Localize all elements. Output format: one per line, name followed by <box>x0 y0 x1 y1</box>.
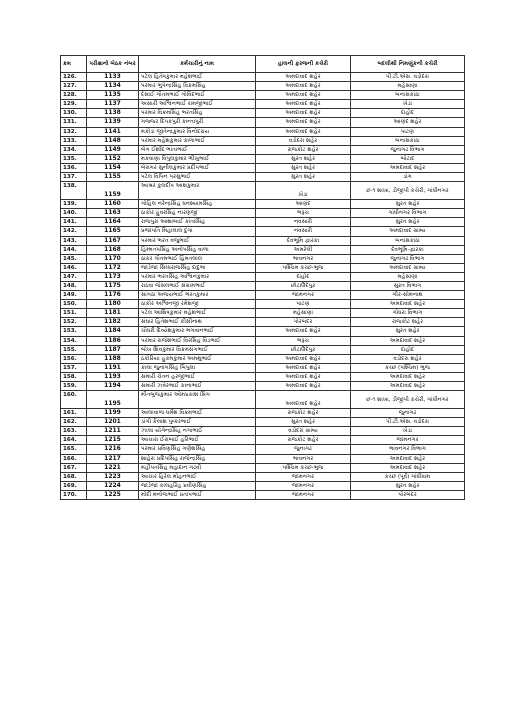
cell-seat-number: 1152 <box>87 154 139 163</box>
cell-seat-number: 1163 <box>87 209 139 218</box>
cell-seat-number: 1172 <box>87 263 139 272</box>
table-row <box>61 200 465 209</box>
cell-serial: 154. <box>61 336 87 345</box>
table-row <box>61 118 465 127</box>
cell-new-office: બનાસકાંઠા <box>351 236 465 245</box>
cell-employee-name: મકવાણા વિપુલકુમાર ભીખુભાઈ <box>139 154 256 163</box>
table-row <box>61 382 465 391</box>
cell-serial: 139. <box>61 200 87 209</box>
cell-current-office: પશ્ચિમ કચ્છ-ભુજ <box>256 263 351 272</box>
cell-current-office: અમદાવાદ શહેર <box>256 91 351 100</box>
cell-current-office: ભાવનગર <box>256 454 351 463</box>
cell-employee-name: હિમ્મતપસિંહ અનોપસિંહ વાળા <box>139 245 256 254</box>
cell-current-office: અમદાવાદ શહેર <box>256 382 351 391</box>
cell-new-office: આણંદ શહેર <box>351 118 465 127</box>
cell-serial: 161. <box>61 409 87 418</box>
table-row <box>61 218 465 227</box>
table-row <box>61 127 465 136</box>
cell-current-office: ભરૂચ <box>256 209 351 218</box>
cell-seat-number: 1134 <box>87 82 139 91</box>
cell-employee-name: સંઘાર હિતેશભાઈ કીસીનાથ <box>139 318 256 327</box>
cell-new-office: સુરત શહેર <box>351 200 465 209</box>
cell-serial: 128. <box>61 91 87 100</box>
cell-seat-number: 1135 <box>87 91 139 100</box>
cell-current-office: પાટણ <box>256 300 351 309</box>
table-row <box>61 391 465 409</box>
table-row <box>61 354 465 363</box>
table-row <box>61 436 465 445</box>
cell-new-office: બનાસકાંઠા <box>351 136 465 145</box>
cell-seat-number: 1216 <box>87 445 139 454</box>
transfer-table <box>60 55 465 500</box>
cell-new-office: જુનાગઢ વિભાગ <box>351 254 465 263</box>
cell-current-office: ભાવનગર <box>256 254 351 263</box>
cell-new-office: અમદાવાદ શહેર <box>351 336 465 345</box>
table-row <box>61 209 465 218</box>
cell-serial: 169. <box>61 481 87 490</box>
table-row <box>61 327 465 336</box>
cell-new-office: અમદાવાદ ગ્રામ્ય <box>351 263 465 272</box>
cell-serial: 168. <box>61 472 87 481</box>
cell-serial: 151. <box>61 309 87 318</box>
cell-new-office: ખેડા <box>351 100 465 109</box>
cell-serial: 142. <box>61 227 87 236</box>
cell-employee-name: પરમાર ભરતસિંહ અશ્વિનકુમાર <box>139 272 256 281</box>
cell-seat-number: 1182 <box>87 318 139 327</box>
cell-new-office: કચ્છ (પશ્ચિમ) ભુજ <box>351 363 465 372</box>
cell-serial: 162. <box>61 418 87 427</box>
cell-seat-number: 1199 <box>87 409 139 418</box>
cell-employee-name: પરમાર પ્રવિણસિંહ ગણેશસિંહ <box>139 445 256 454</box>
cell-employee-name: જાડેજા કાલહરિંહ પ્રવીણસિંહ <box>139 481 256 490</box>
cell-current-office: અમદાવાદ શહેર <box>256 73 351 82</box>
cell-new-office: અમદાવાદ શહેર <box>351 163 465 172</box>
cell-employee-name: શાહેરા પ્રદિપસિંહ રાજેન્દ્રસિંહ <box>139 454 256 463</box>
cell-new-office: બનાસકાંઠા <box>351 91 465 100</box>
cell-serial: 137. <box>61 173 87 182</box>
cell-serial: 163. <box>61 427 87 436</box>
cell-current-office: અમદાવાદ શહેર <box>256 327 351 336</box>
cell-serial: 138. <box>61 182 87 200</box>
cell-serial: 159. <box>61 382 87 391</box>
cell-current-office: વડોદરા ગ્રામ્ય <box>256 427 351 436</box>
cell-current-office: સુરત શહેર <box>256 163 351 172</box>
header-serial: ક્રમ <box>61 56 87 73</box>
header-employee-name: કર્મચારીનું નામ <box>139 56 256 73</box>
table-row <box>61 91 465 100</box>
cell-new-office: ગાંધીનગર વિભાગ <box>351 209 465 218</box>
cell-new-office: કચ્છ (પૂર્વ) ગાંધીધામ <box>351 472 465 481</box>
cell-new-office: દાહોદ <box>351 109 465 118</box>
cell-serial: 146. <box>61 263 87 272</box>
cell-employee-name: રાઠવા જેસલભાઈ સંગ્રામભાઈ <box>139 281 256 290</box>
cell-serial: 152. <box>61 318 87 327</box>
cell-current-office: અમદાવાદ શહેર <box>256 109 351 118</box>
cell-current-office: જામનગર <box>256 481 351 490</box>
cell-seat-number: 1217 <box>87 454 139 463</box>
table-row <box>61 82 465 91</box>
cell-serial: 165. <box>61 445 87 454</box>
cell-employee-name: પરમાર ભુપેન્દ્રસિંહ વિક્રમસિંહ <box>139 82 256 91</box>
table-row <box>61 245 465 254</box>
cell-seat-number: 1195 <box>87 391 139 409</box>
cell-serial: 148. <box>61 281 87 290</box>
table-row <box>61 136 465 145</box>
cell-new-office: ગીર-સોમનાથ <box>351 291 465 300</box>
cell-current-office: જુનાગઢ <box>256 445 351 454</box>
transfer-list-page <box>60 55 464 500</box>
cell-new-office: અમદાવાદ ગ્રામ્ય <box>351 227 465 236</box>
cell-current-office: જામનગર <box>256 472 351 481</box>
cell-employee-name: ઝાલા યોગેન્દ્રસિંહ નગાભાઈ <box>139 427 256 436</box>
cell-employee-name: પરમાર ભરત વજુભાઈ <box>139 236 256 245</box>
cell-new-office: રાજકોટ શહેર <box>351 318 465 327</box>
cell-new-office: પાટણ <box>351 127 465 136</box>
cell-employee-name: ઠાકોર હુંવરસિંહ નારણજી <box>139 209 256 218</box>
cell-new-office: અમદાવાદ શહેર <box>351 463 465 472</box>
table-row <box>61 427 465 436</box>
cell-current-office: અમદાવાદ શહેર <box>256 372 351 381</box>
cell-seat-number: 1155 <box>87 173 139 182</box>
cell-current-office: છોટાઉદેપુર <box>256 345 351 354</box>
table-row <box>61 281 465 290</box>
cell-current-office: દાહોદ <box>256 272 351 281</box>
cell-new-office: જુનાગઢ <box>351 409 465 418</box>
cell-employee-name: આશ્રર કુલદીપ આશકુમાર <box>139 182 256 200</box>
cell-employee-name: ચૌધરી દિવ્યેશકુમાર ભગવાનભાઈ <box>139 327 256 336</box>
cell-serial: 144. <box>61 245 87 254</box>
header-current-office: હાલની ફરજની કચેરી <box>256 56 351 73</box>
cell-serial: 134. <box>61 145 87 154</box>
cell-new-office: પોરબંદર <box>351 490 465 499</box>
cell-current-office: વડોદરા શહેર <box>256 136 351 145</box>
cell-employee-name: પરમાર વિક્રમસિંહ ભરતસિંહ <box>139 109 256 118</box>
cell-new-office: દેવભૂમિ-દ્વારકા <box>351 245 465 254</box>
cell-seat-number: 1191 <box>87 363 139 372</box>
cell-new-office: સુરત શહેર <box>351 218 465 227</box>
cell-new-office: છ-૧ શાખા, ડીજીપી કચેરી, ગાંધીનગર <box>351 391 465 409</box>
cell-current-office: અમરેલી <box>256 245 351 254</box>
cell-seat-number: 1159 <box>87 182 139 200</box>
table-row <box>61 454 465 463</box>
cell-seat-number: 1193 <box>87 372 139 381</box>
cell-employee-name: બોખ શિવકુમાર વિક્રમસંગભાઈ <box>139 345 256 354</box>
cell-serial: 140. <box>61 209 87 218</box>
cell-new-office: છ-૧ શાખા, ડીજીપી કચેરી, ગાંધીનગર <box>351 182 465 200</box>
table-row <box>61 336 465 345</box>
cell-serial: 153. <box>61 327 87 336</box>
cell-employee-name: પટેલ આશિષકુમાર મહેશભાઈ <box>139 309 256 318</box>
table-row <box>61 345 465 354</box>
cell-seat-number: 1184 <box>87 327 139 336</box>
cell-new-office: સુરત શહેર <box>351 481 465 490</box>
table-row <box>61 145 465 154</box>
cell-employee-name: ઠકોરિયા હુકમકુમાર અમથુભાઈ <box>139 354 256 363</box>
cell-current-office: રાજકોટ શહેર <box>256 436 351 445</box>
cell-new-office: મહેસાણા <box>351 272 465 281</box>
cell-current-office: અમદાવાદ શહેર <box>256 354 351 363</box>
cell-employee-name: પટેલ હિતેષકુમાર મહેશભાઈ <box>139 73 256 82</box>
cell-seat-number: 1188 <box>87 354 139 363</box>
table-row <box>61 173 465 182</box>
cell-seat-number: 1165 <box>87 227 139 236</box>
cell-serial: 131. <box>61 118 87 127</box>
cell-employee-name: રાજપુરા આશાબાઈ કાંતાસિંહ <box>139 218 256 227</box>
cell-new-office: જુનાગઢ વિભાગ <box>351 145 465 154</box>
table-row <box>61 445 465 454</box>
cell-seat-number: 1224 <box>87 481 139 490</box>
cell-employee-name: દેસાઈ ગૌતમભાઈ ગોવિંદભાઈ <box>139 91 256 100</box>
cell-new-office: બોટાદ <box>351 154 465 163</box>
cell-new-office: પી.ટી.એસ. વડોદરા <box>351 418 465 427</box>
cell-seat-number: 1215 <box>87 436 139 445</box>
table-row <box>61 254 465 263</box>
cell-employee-name: અસારી અશ્વિનભાઈ રામજીભાઈ <box>139 100 256 109</box>
cell-new-office: ભાવનગર વિભાગ <box>351 445 465 454</box>
cell-new-office: વડોદરા શહેર <box>351 354 465 363</box>
table-row <box>61 490 465 499</box>
cell-seat-number: 1133 <box>87 73 139 82</box>
cell-employee-name: સાગઠા અજયભાઈ ભરતકુમાર <box>139 291 256 300</box>
cell-serial: 145. <box>61 254 87 263</box>
cell-current-office: અમદાવાદ શહેર <box>256 363 351 372</box>
cell-serial: 132. <box>61 127 87 136</box>
table-row <box>61 291 465 300</box>
cell-current-office: મહેસાણા <box>256 309 351 318</box>
cell-serial: 143. <box>61 236 87 245</box>
cell-current-office: ભરૂચ <box>256 336 351 345</box>
table-row <box>61 418 465 427</box>
cell-new-office: અમદાવાદ શહેર <box>351 454 465 463</box>
cell-serial: 141. <box>61 218 87 227</box>
cell-employee-name: ગોહિલ નરેન્દ્રસિંહ ધનશ્યામસિંહ <box>139 200 256 209</box>
cell-current-office: સુરત શહેર <box>256 173 351 182</box>
cell-employee-name: મહીપતસિંહ મહાદાન ગઢવી <box>139 463 256 472</box>
table-header-row <box>61 56 465 73</box>
cell-seat-number: 1164 <box>87 218 139 227</box>
cell-employee-name: બેગ ઈર્શાદ ભાતાભાઈ <box>139 145 256 154</box>
cell-new-office: અમદાવાદ શહેર <box>351 382 465 391</box>
table-row <box>61 227 465 236</box>
cell-seat-number: 1187 <box>87 345 139 354</box>
cell-new-office: પી.ટી.એસ. વડોદરા <box>351 73 465 82</box>
cell-new-office: ગોધરા વિભાગ <box>351 309 465 318</box>
table-row <box>61 236 465 245</box>
cell-employee-name: આલાવાળા ધર્મેશ વિક્રમભાઈ <box>139 409 256 418</box>
cell-serial: 158. <box>61 372 87 381</box>
cell-new-office: ખેડા <box>351 427 465 436</box>
cell-seat-number: 1160 <box>87 200 139 209</box>
cell-employee-name: ઠાકર ગૌતમભાઈ હિંમતલાલ <box>139 254 256 263</box>
cell-seat-number: 1180 <box>87 300 139 309</box>
cell-employee-name: પ્રજાપતિ મિહાલાલ દુંગા <box>139 227 256 236</box>
cell-current-office: જામનગર <box>256 291 351 300</box>
cell-serial: 133. <box>61 136 87 145</box>
cell-serial: 166. <box>61 454 87 463</box>
cell-current-office: પોરબંદર <box>256 318 351 327</box>
cell-employee-name: પટેલ વિપિન પરસુભાઈ <box>139 173 256 182</box>
cell-new-office: સુરત શહેર <box>351 327 465 336</box>
cell-employee-name: ડાંગી કૈલાશ પુષ્કરભાઈ <box>139 418 256 427</box>
cell-serial: 149. <box>61 291 87 300</box>
cell-seat-number: 1181 <box>87 309 139 318</box>
cell-seat-number: 1154 <box>87 163 139 172</box>
table-row <box>61 154 465 163</box>
cell-employee-name: મકોડા જીતેન્દ્રકુમાર વિનોદરાય <box>139 127 256 136</box>
cell-employee-name: ઠાકોર અશ્વિનજી રમેશજી <box>139 300 256 309</box>
cell-current-office: ખેડા <box>256 182 351 200</box>
cell-current-office: અમદાવાદ શહેર <box>256 118 351 127</box>
table-row <box>61 300 465 309</box>
cell-current-office: નવસારી <box>256 227 351 236</box>
cell-current-office: જામનગર <box>256 490 351 499</box>
cell-employee-name: જાડેજા સિધ્ધરાજસિંહ દાદુભા <box>139 263 256 272</box>
cell-seat-number: 1167 <box>87 236 139 245</box>
cell-seat-number: 1139 <box>87 118 139 127</box>
cell-seat-number: 1141 <box>87 127 139 136</box>
cell-seat-number: 1148 <box>87 136 139 145</box>
cell-current-office: રાજકોટ શહેર <box>256 145 351 154</box>
cell-serial: 157. <box>61 363 87 372</box>
cell-serial: 155. <box>61 345 87 354</box>
table-row <box>61 109 465 118</box>
table-row <box>61 472 465 481</box>
cell-new-office: દાહોદ <box>351 345 465 354</box>
table-body <box>61 73 465 500</box>
cell-seat-number: 1186 <box>87 336 139 345</box>
cell-seat-number: 1176 <box>87 291 139 300</box>
cell-current-office: પશ્ચિમ કચ્છ-ભુજ <box>256 463 351 472</box>
cell-serial: 160. <box>61 391 87 409</box>
cell-seat-number: 1173 <box>87 272 139 281</box>
cell-serial: 135. <box>61 154 87 163</box>
table-row <box>61 309 465 318</box>
cell-employee-name: મીતબુજકુમાર ઓમપ્રકાશ સિંગ <box>139 391 256 409</box>
cell-serial: 136. <box>61 163 87 172</box>
table-row <box>61 372 465 381</box>
cell-new-office: અમદાવાદ શહેર <box>351 300 465 309</box>
table-row <box>61 409 465 418</box>
table-row <box>61 263 465 272</box>
cell-serial: 147. <box>61 272 87 281</box>
cell-employee-name: બેરાગર સુનીલકુમાર પ્રદીપભાઈ <box>139 163 256 172</box>
cell-seat-number: 1149 <box>87 145 139 154</box>
table-row <box>61 73 465 82</box>
cell-seat-number: 1211 <box>87 427 139 436</box>
cell-employee-name: મોદી મનોજભાઈ પ્રતાપભાઈ <box>139 490 256 499</box>
cell-new-office: જામનગર <box>351 436 465 445</box>
cell-employee-name: કાલા જુનાગસિંહ બિપુલા <box>139 363 256 372</box>
cell-new-office: મહેસાણા <box>351 82 465 91</box>
cell-current-office: રાજકોટ શહેર <box>256 409 351 418</box>
cell-serial: 164. <box>61 436 87 445</box>
cell-employee-name: સમારી ચેતન હરજીભાઈ <box>139 372 256 381</box>
cell-employee-name: ગજ્જર દિપકપુરી કાન્તાપુરી <box>139 118 256 127</box>
cell-serial: 150. <box>61 300 87 309</box>
cell-seat-number: 1137 <box>87 100 139 109</box>
cell-current-office: આણંદ <box>256 200 351 209</box>
header-seat-number: પરીક્ષાનો બેઠક નંબર <box>87 56 139 73</box>
table-row <box>61 163 465 172</box>
cell-serial: 156. <box>61 354 87 363</box>
cell-serial: 129. <box>61 100 87 109</box>
cell-seat-number: 1225 <box>87 490 139 499</box>
cell-serial: 170. <box>61 490 87 499</box>
cell-seat-number: 1194 <box>87 382 139 391</box>
cell-employee-name: પરમાર રાજેશભાઈ વિરસિંહ વિડભાઈ <box>139 336 256 345</box>
cell-seat-number: 1175 <box>87 281 139 290</box>
cell-new-office: અમદાવાદ શહેર <box>351 372 465 381</box>
table-row <box>61 272 465 281</box>
cell-employee-name: પરમાર મહેશકુમાર કાળાભાઈ <box>139 136 256 145</box>
cell-serial: 167. <box>61 463 87 472</box>
cell-serial: 130. <box>61 109 87 118</box>
cell-seat-number: 1138 <box>87 109 139 118</box>
table-row <box>61 318 465 327</box>
cell-employee-name: સમારી ઝવેરભાઈ કાનાભાઈ <box>139 382 256 391</box>
cell-current-office: નવસારી <box>256 218 351 227</box>
cell-new-office: સુરત વિભાગ <box>351 281 465 290</box>
cell-seat-number: 1168 <box>87 245 139 254</box>
cell-serial: 127. <box>61 82 87 91</box>
cell-current-office: અમદાવાદ શહેર <box>256 82 351 91</box>
cell-current-office: દેવભૂમિ દ્વારકા <box>256 236 351 245</box>
cell-current-office: અમદાવાદ શહેર <box>256 127 351 136</box>
table-row <box>61 182 465 200</box>
cell-current-office: સુરત શહેર <box>256 154 351 163</box>
cell-seat-number: 1170 <box>87 254 139 263</box>
cell-new-office: ડાંગ <box>351 173 465 182</box>
cell-current-office: અમદાવાદ શહેર <box>256 391 351 409</box>
cell-serial: 126. <box>61 73 87 82</box>
table-row <box>61 463 465 472</box>
cell-current-office: સુરત શહેર <box>256 418 351 427</box>
table-row <box>61 481 465 490</box>
cell-seat-number: 1221 <box>87 463 139 472</box>
table-row <box>61 363 465 372</box>
cell-current-office: અમદાવાદ શહેર <box>256 100 351 109</box>
table-row <box>61 100 465 109</box>
cell-seat-number: 1223 <box>87 472 139 481</box>
cell-seat-number: 1201 <box>87 418 139 427</box>
cell-employee-name: આચાર હિરેલ મોહનભાઈ <box>139 472 256 481</box>
cell-current-office: છોટાઉદેપુર <box>256 281 351 290</box>
header-new-office: બદલીથી નિમણૂંકની કચેરી <box>351 56 465 73</box>
cell-employee-name: આચારા ઈરાબાઈ હરિભાઈ <box>139 436 256 445</box>
